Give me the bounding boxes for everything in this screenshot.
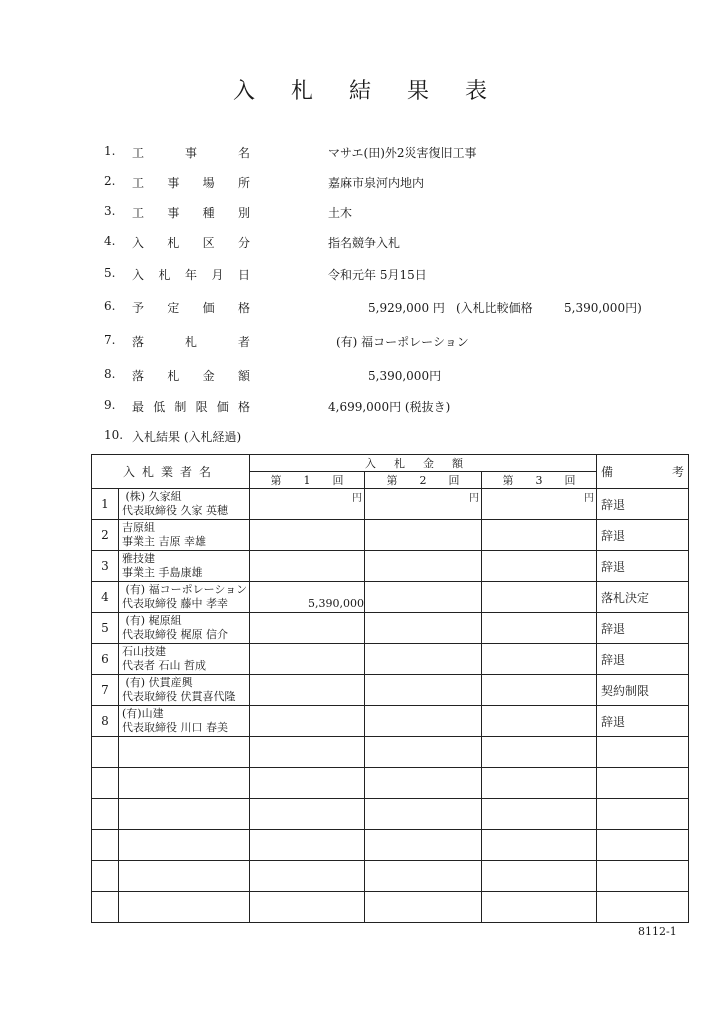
- round-label-dai: 第: [502, 474, 514, 487]
- bid-amount-round-3: [482, 551, 597, 582]
- bid-amount-round-3: [482, 675, 597, 706]
- remark-cell: 辞退: [597, 613, 689, 644]
- bid-amount-round-1: [250, 551, 365, 582]
- round-number: 1: [303, 474, 311, 487]
- bidder-cell: [119, 768, 250, 799]
- bid-amount-round-3: [482, 892, 597, 923]
- info-label-char: 札: [184, 335, 197, 349]
- row-number: [92, 768, 119, 799]
- bid-amount-round-1: [250, 799, 365, 830]
- info-label-char: 低: [153, 400, 166, 414]
- table-row: [92, 799, 689, 830]
- planned-price: 5,929,000 円: [368, 301, 445, 315]
- table-row: [92, 706, 689, 737]
- bid-amount-round-2: [365, 675, 482, 706]
- bidder-representative: 代表取締役 伏貫喜代隆: [122, 690, 236, 703]
- row-number: 7: [92, 675, 119, 706]
- info-label-char: 札: [167, 369, 180, 383]
- row-number: [92, 737, 119, 768]
- row-number: 3: [92, 551, 119, 582]
- info-label-char: 区: [202, 236, 215, 250]
- bid-amount-round-3: [482, 830, 597, 861]
- info-label-char: 事: [184, 146, 197, 160]
- info-row: [0, 333, 720, 353]
- info-row: [0, 367, 720, 387]
- info-row: [0, 234, 720, 254]
- info-row: [0, 174, 720, 194]
- bid-amount-round-1: [250, 706, 365, 737]
- bid-amount-round-1: [250, 489, 365, 520]
- remark-cell: 辞退: [597, 520, 689, 551]
- remark-cell: [597, 737, 689, 768]
- info-label: [132, 204, 250, 221]
- info-label: [132, 333, 250, 350]
- bid-amount-round-3: [482, 706, 597, 737]
- page-title: 入札結果表: [232, 79, 523, 104]
- info-label-char: 限: [195, 400, 208, 414]
- bidder-cell: [119, 613, 250, 644]
- bid-amount-round-3: [482, 520, 597, 551]
- table-row: [92, 892, 689, 923]
- bidder-company: (有) 梶原組: [122, 614, 182, 627]
- remark-cell: [597, 892, 689, 923]
- info-row-results: [0, 428, 720, 448]
- bid-amount-round-1: [250, 675, 365, 706]
- info-label-char: 年: [184, 268, 197, 282]
- remark-cell: [597, 799, 689, 830]
- bidder-representative: 事業主 吉原 幸雄: [122, 535, 206, 548]
- remark-cell: [597, 768, 689, 799]
- table-row: [92, 830, 689, 861]
- info-label-char: 落: [132, 335, 145, 349]
- bidder-representative: 代表者 石山 哲成: [122, 659, 206, 672]
- info-label-char: 価: [216, 400, 229, 414]
- info-label-char: 別: [237, 206, 250, 220]
- bidder-company: 吉原組: [122, 521, 155, 534]
- bidder-cell: [119, 706, 250, 737]
- bid-amount-round-3: [482, 799, 597, 830]
- info-value: 5,390,000円: [368, 369, 442, 383]
- round-label-kai: 回: [564, 474, 576, 487]
- info-label: [132, 367, 250, 384]
- info-label-char: 最: [132, 400, 145, 414]
- table-row: [92, 613, 689, 644]
- info-label: [132, 266, 250, 283]
- remark-cell: 落札決定: [597, 582, 689, 613]
- info-label-char: 制: [174, 400, 187, 414]
- info-value: 令和元年 5月15日: [328, 268, 427, 282]
- remark-cell: [597, 830, 689, 861]
- info-value: 嘉麻市泉河内地内: [328, 176, 425, 190]
- bidder-company: 雅技建: [122, 552, 155, 565]
- info-label-char: 分: [237, 236, 250, 250]
- info-label-char: 者: [237, 335, 250, 349]
- header-bidder-name: 入札業者名: [92, 455, 250, 489]
- bid-amount-round-3: [482, 737, 597, 768]
- bidder-cell: [119, 520, 250, 551]
- bid-amount-round-1: [250, 892, 365, 923]
- info-number: 4.: [104, 234, 116, 248]
- info-label-char: 落: [132, 369, 145, 383]
- remark-cell: 契約制限: [597, 675, 689, 706]
- table-row: [92, 551, 689, 582]
- info-value: 土木: [328, 206, 353, 220]
- info-number: 2.: [104, 174, 116, 188]
- bidder-representative: 事業主 手島康雄: [122, 566, 203, 579]
- bid-amount-round-2: [365, 737, 482, 768]
- bid-amount-round-1: [250, 861, 365, 892]
- table-row: [92, 861, 689, 892]
- info-value: マサエ(田)外2災害復旧工事: [328, 146, 477, 160]
- remark-cell: [597, 861, 689, 892]
- info-label-char: 定: [167, 301, 180, 315]
- remark-cell: 辞退: [597, 706, 689, 737]
- bid-amount-round-3: [482, 613, 597, 644]
- info-label-char: 種: [202, 206, 215, 220]
- header-remarks-b: 考: [672, 465, 685, 479]
- info-label-char: 入: [132, 236, 145, 250]
- info-row: [0, 266, 720, 286]
- bid-amount-round-2: [365, 861, 482, 892]
- row-number: [92, 861, 119, 892]
- info-number: 5.: [104, 266, 116, 280]
- bidder-cell: [119, 489, 250, 520]
- bidder-cell: [119, 644, 250, 675]
- header-round-1: [250, 472, 365, 489]
- info-row: [0, 204, 720, 224]
- bidder-company: (有) 福コーポレーション: [122, 583, 248, 596]
- round-label-kai: 回: [332, 474, 344, 487]
- round-number: 3: [535, 474, 543, 487]
- info-label-char: 工: [132, 206, 145, 220]
- info-label-char: 価: [202, 301, 215, 315]
- info-label: [132, 144, 250, 161]
- info-label-char: 格: [237, 400, 250, 414]
- row-number: [92, 830, 119, 861]
- remark-cell: 辞退: [597, 644, 689, 675]
- row-number: 1: [92, 489, 119, 520]
- info-label: [132, 174, 250, 191]
- bid-amount-round-3: [482, 644, 597, 675]
- info-label-char: 札: [158, 268, 171, 282]
- bid-amount-round-2: [365, 768, 482, 799]
- info-value: 指名競争入札: [328, 236, 401, 250]
- table-row: [92, 489, 689, 520]
- bidder-representative: 代表取締役 久家 英穂: [122, 504, 228, 517]
- bid-amount-round-3: [482, 489, 597, 520]
- bidder-cell: [119, 737, 250, 768]
- info-label-char: 所: [237, 176, 250, 190]
- bid-amount-round-3: [482, 861, 597, 892]
- header-round-3: [482, 472, 597, 489]
- bid-amount-round-1: [250, 737, 365, 768]
- info-label: [132, 398, 250, 415]
- info-label-char: 事: [167, 176, 180, 190]
- info-label: [132, 234, 250, 251]
- bidder-cell: [119, 582, 250, 613]
- info-label-char: 札: [167, 236, 180, 250]
- bidder-cell: [119, 799, 250, 830]
- round-label-dai: 第: [386, 474, 398, 487]
- bidder-representative: 代表取締役 梶原 信介: [122, 628, 228, 641]
- table-row: [92, 582, 689, 613]
- bid-amount-round-2: [365, 830, 482, 861]
- bid-amount-round-1: [250, 613, 365, 644]
- bid-amount-round-1: [250, 768, 365, 799]
- row-number: 4: [92, 582, 119, 613]
- table-row: [92, 737, 689, 768]
- bidder-representative: 代表取締役 藤中 孝幸: [122, 597, 228, 610]
- bid-amount-round-1: [250, 520, 365, 551]
- bid-amount-round-1: [250, 830, 365, 861]
- yen-unit: 円: [469, 493, 480, 504]
- info-number: 7.: [104, 333, 116, 347]
- row-number: 8: [92, 706, 119, 737]
- info-row: [0, 398, 720, 418]
- document-code: 8112-1: [638, 925, 677, 938]
- bidder-cell: [119, 861, 250, 892]
- info-number: 8.: [104, 367, 116, 381]
- bid-amount-round-3: [482, 768, 597, 799]
- row-number: [92, 892, 119, 923]
- info-label: 入札結果 (入札経過): [132, 430, 242, 444]
- round-label-dai: 第: [270, 474, 282, 487]
- info-label-char: 事: [167, 206, 180, 220]
- bid-amount-round-2: [365, 644, 482, 675]
- info-label-char: 場: [202, 176, 215, 190]
- info-label-char: 格: [237, 301, 250, 315]
- bidder-company: (株) 久家組: [122, 490, 182, 503]
- bidder-cell: [119, 830, 250, 861]
- info-label-char: 予: [132, 301, 145, 315]
- bid-amount-round-3: [482, 582, 597, 613]
- info-label-char: 金: [202, 369, 215, 383]
- bid-amount-round-2: [365, 489, 482, 520]
- info-number: 6.: [104, 299, 116, 313]
- bid-amount-round-1: [250, 582, 365, 613]
- bid-amount-round-2: [365, 613, 482, 644]
- header-round-2: [365, 472, 482, 489]
- bid-amount-round-2: [365, 582, 482, 613]
- row-number: 5: [92, 613, 119, 644]
- info-label-char: 月: [211, 268, 224, 282]
- bidder-cell: [119, 892, 250, 923]
- bid-amount-round-2: [365, 551, 482, 582]
- info-number: 9.: [104, 398, 116, 412]
- table-row: [92, 520, 689, 551]
- table-row: [92, 675, 689, 706]
- bidder-representative: 代表取締役 川口 春美: [122, 721, 228, 734]
- table-row: [92, 644, 689, 675]
- info-number: 1.: [104, 144, 116, 158]
- info-label: [132, 299, 250, 316]
- info-value: 4,699,000円 (税抜き): [328, 400, 451, 414]
- info-number: 10.: [104, 428, 124, 442]
- header-bid-amount: 入札金額: [250, 455, 597, 472]
- bid-amount-round-2: [365, 520, 482, 551]
- bid-results-table: [91, 454, 689, 923]
- row-number: 6: [92, 644, 119, 675]
- info-label-char: 名: [237, 146, 250, 160]
- bid-amount-round-2: [365, 892, 482, 923]
- info-number: 3.: [104, 204, 116, 218]
- compare-price: 5,390,000円): [564, 301, 642, 315]
- round-label-kai: 回: [448, 474, 460, 487]
- bidder-company: (有) 伏貫産興: [122, 676, 193, 689]
- bid-amount-round-2: [365, 706, 482, 737]
- header-remarks: [597, 455, 689, 489]
- yen-unit: 円: [584, 493, 595, 504]
- info-label-char: 額: [237, 369, 250, 383]
- row-number: [92, 799, 119, 830]
- remark-cell: 辞退: [597, 551, 689, 582]
- round-number: 2: [419, 474, 427, 487]
- info-label-char: 日: [237, 268, 250, 282]
- bid-amount-value: 5,390,000: [308, 597, 365, 610]
- bidder-company: 石山技建: [122, 645, 166, 658]
- bidder-company: (有)山建: [122, 707, 164, 720]
- remark-cell: 辞退: [597, 489, 689, 520]
- bidder-cell: [119, 551, 250, 582]
- bid-amount-round-1: [250, 644, 365, 675]
- info-row: [0, 144, 720, 164]
- info-value: (有) 福コーポレーション: [336, 335, 469, 349]
- bid-amount-round-2: [365, 799, 482, 830]
- info-label-char: 工: [132, 176, 145, 190]
- header-remarks-a: 備: [601, 465, 614, 479]
- row-number: 2: [92, 520, 119, 551]
- info-label-char: 入: [132, 268, 145, 282]
- bidder-cell: [119, 675, 250, 706]
- table-row: [92, 768, 689, 799]
- compare-price-label: (入札比較価格: [456, 301, 533, 315]
- yen-unit: 円: [352, 493, 363, 504]
- info-label-char: 工: [132, 146, 145, 160]
- info-row: [0, 299, 720, 319]
